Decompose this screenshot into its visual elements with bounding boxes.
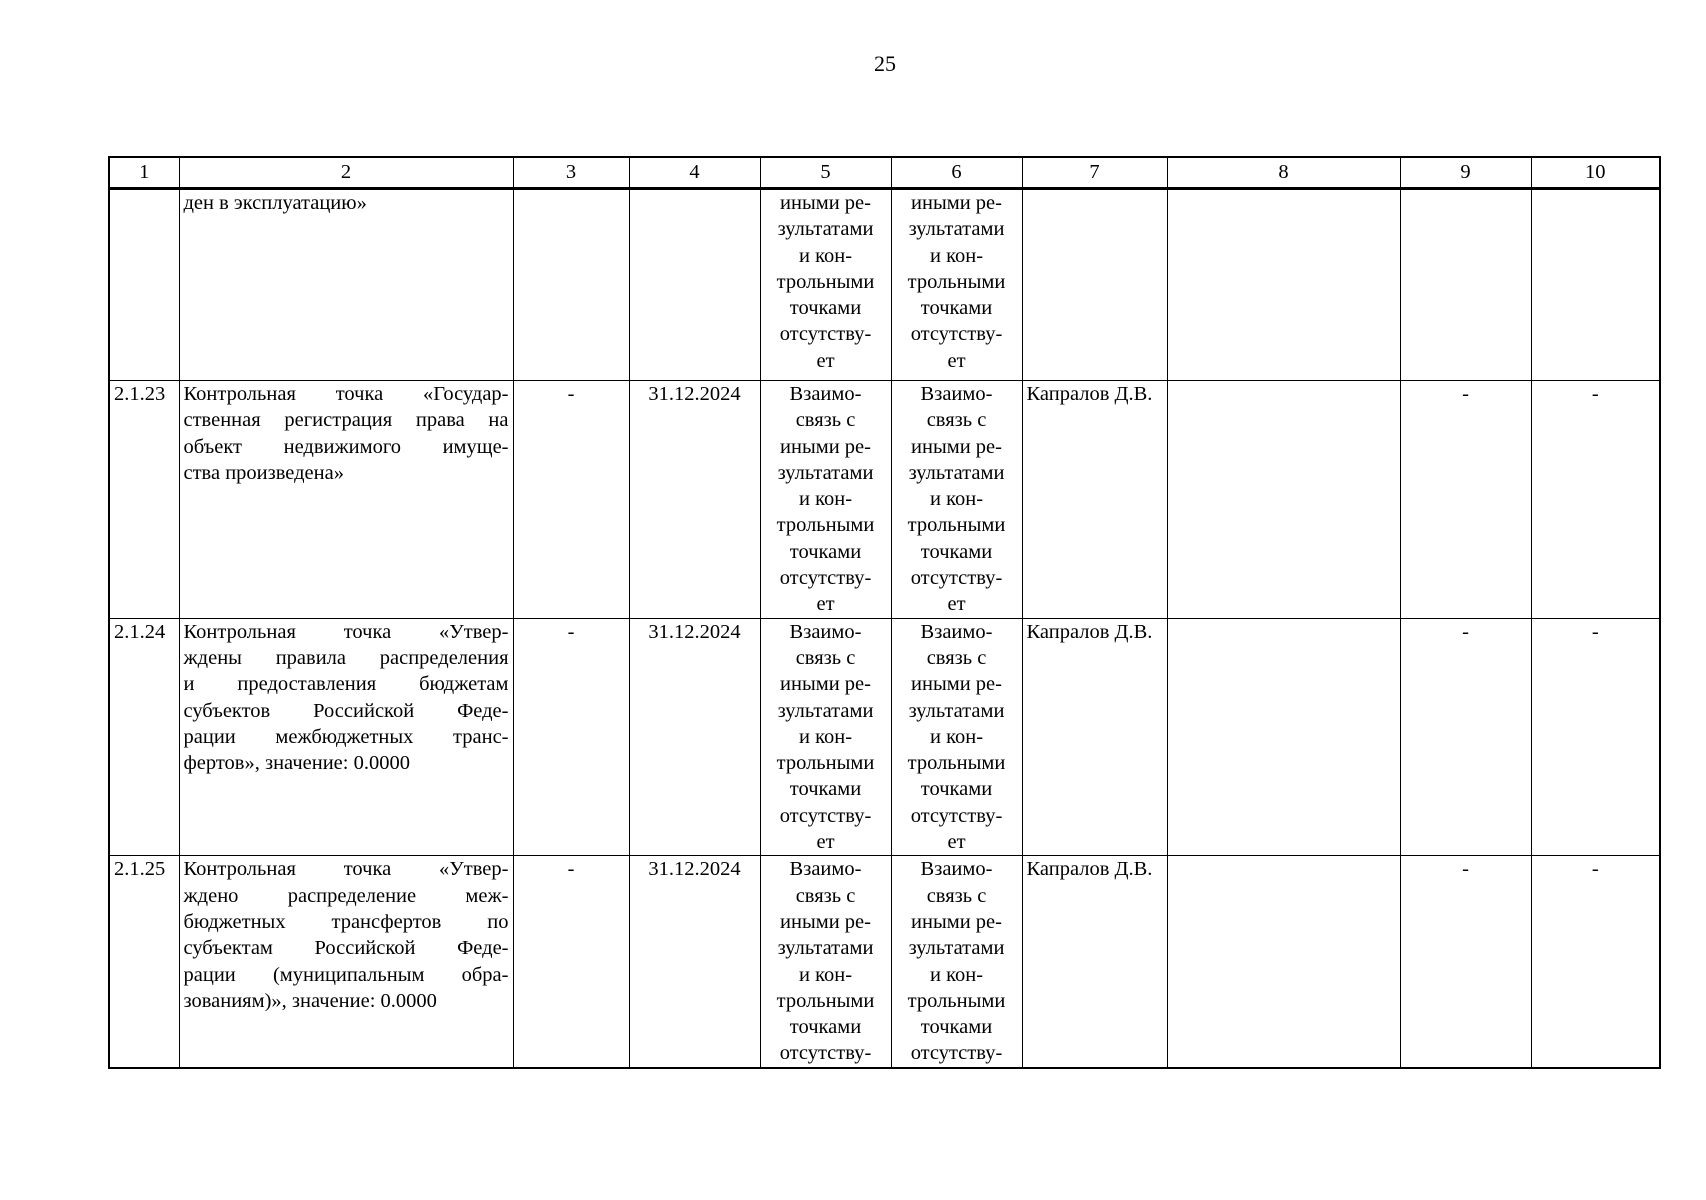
date-cell	[629, 381, 760, 619]
continuation-row	[109, 189, 1660, 381]
control-point-name-line: Контрольная точка «Утвер-	[183, 620, 509, 643]
control-point-name-line: объект недвижимого имуще-	[183, 435, 509, 458]
col10-dash: -	[1591, 383, 1599, 405]
linkage-text-line: трольными	[776, 752, 875, 775]
row-number: 2.1.25	[114, 858, 166, 881]
linkage-text-line: трольными	[907, 989, 1006, 1012]
linkage-text-line: связь с	[795, 646, 856, 669]
page-number: 25	[874, 51, 896, 76]
row-number: 2.1.24	[114, 620, 166, 643]
col9-cell	[1400, 856, 1531, 1068]
due-date: 31.12.2024	[648, 383, 741, 405]
linkage-text-line: точками	[789, 778, 862, 801]
col9-cell	[1400, 618, 1531, 856]
linkage-text-line: иными ре-	[780, 192, 871, 214]
column-number-8: 8	[1167, 157, 1400, 189]
control-point-name-line: субъектов Российской Феде-	[183, 699, 509, 722]
linkage-text-line: и кон-	[929, 488, 984, 511]
linkage-text-line: ет	[947, 593, 966, 616]
responsible-cell	[1022, 381, 1167, 619]
linkage-text-line: связь с	[795, 409, 856, 432]
continuation-col10-cell	[1531, 189, 1660, 381]
date-cell	[629, 856, 760, 1068]
column-number-5: 5	[760, 157, 891, 189]
table-row	[109, 381, 1660, 619]
control-point-name-line: ства произведена»	[183, 461, 344, 484]
column-number-2: 2	[179, 157, 513, 189]
control-point-name-line: рации (муниципальным обра-	[183, 963, 509, 986]
column-number-9: 9	[1400, 157, 1531, 189]
col9-cell	[1400, 381, 1531, 619]
linkage-text-line: отсутству-	[779, 323, 872, 346]
linkage-text-line: связь с	[926, 409, 987, 432]
continuation-col5-cell	[760, 189, 891, 381]
linkage-text-line: иными ре-	[911, 435, 1002, 458]
linkage-text-line: зультатами	[777, 699, 874, 722]
col6-cell	[891, 618, 1022, 856]
responsible-cell	[1022, 618, 1167, 856]
row-number-cell	[109, 618, 179, 856]
document-table	[108, 156, 1661, 1069]
linkage-text-line: связь с	[795, 884, 856, 907]
table-row	[109, 618, 1660, 856]
col3-cell	[513, 381, 629, 619]
linkage-text-line: и кон-	[798, 244, 853, 267]
linkage-text-line: точками	[920, 297, 993, 320]
col3-dash: -	[567, 383, 575, 405]
linkage-text-line: ет	[816, 831, 835, 854]
col3-dash: -	[567, 620, 575, 643]
col8-cell	[1167, 381, 1400, 619]
linkage-text-line: трольными	[776, 514, 875, 537]
column-number-3: 3	[513, 157, 629, 189]
responsible-cell	[1022, 856, 1167, 1068]
col3-dash: -	[567, 858, 575, 881]
col10-cell	[1531, 618, 1660, 856]
linkage-text-line: отсутству-	[779, 567, 872, 590]
control-point-name-line: ждены правила распределения	[183, 646, 509, 669]
responsible-person: Капралов Д.В.	[1026, 383, 1153, 405]
col10-dash: -	[1591, 620, 1599, 643]
linkage-text-line: точками	[920, 778, 993, 801]
row-number: 2.1.23	[114, 383, 166, 405]
col5-cell	[760, 856, 891, 1068]
linkage-text-line: иными ре-	[911, 673, 1002, 696]
linkage-text-line: зультатами	[777, 937, 874, 960]
col10-cell	[1531, 381, 1660, 619]
linkage-text-line: зультатами	[777, 218, 874, 241]
row-number-cell	[109, 381, 179, 619]
control-point-name-line: ственная регистрация права на	[183, 409, 509, 432]
linkage-text-line: Взаимо-	[789, 620, 862, 643]
control-point-name-line: зованиям)», значение: 0.0000	[183, 989, 437, 1012]
linkage-text-line: трольными	[776, 270, 875, 293]
col8-cell	[1167, 618, 1400, 856]
row-number-cell	[109, 856, 179, 1068]
column-number-7: 7	[1022, 157, 1167, 189]
linkage-text-line: Взаимо-	[920, 620, 993, 643]
linkage-text-line: зультатами	[908, 218, 1005, 241]
linkage-text-line: иными ре-	[780, 673, 871, 696]
control-point-name-line: Контрольная точка «Утвер-	[183, 858, 509, 881]
date-cell	[629, 618, 760, 856]
linkage-text-line: зультатами	[908, 699, 1005, 722]
table-header	[109, 157, 1660, 189]
linkage-text-line: трольными	[907, 514, 1006, 537]
col6-cell	[891, 381, 1022, 619]
control-point-name-cell	[179, 618, 513, 856]
col3-cell	[513, 618, 629, 856]
continuation-col7-cell	[1022, 189, 1167, 381]
column-number-1: 1	[109, 157, 179, 189]
linkage-text-line: и кон-	[929, 963, 984, 986]
linkage-text-line: точками	[789, 540, 862, 563]
linkage-text-line: и кон-	[929, 244, 984, 267]
linkage-text-line: отсутству-	[779, 804, 872, 827]
linkage-text-line: точками	[920, 1016, 993, 1039]
linkage-text-line: ет	[816, 593, 835, 616]
linkage-text-line: иными ре-	[780, 435, 871, 458]
linkage-text-line: Взаимо-	[920, 858, 993, 881]
control-point-name-cell	[179, 381, 513, 619]
col9-dash: -	[1462, 383, 1469, 405]
linkage-text-line: ет	[947, 831, 966, 854]
col9-dash: -	[1462, 620, 1469, 643]
header-row	[109, 157, 1660, 189]
col10-cell	[1531, 856, 1660, 1068]
column-number-6: 6	[891, 157, 1022, 189]
linkage-text-line: и кон-	[798, 725, 853, 748]
linkage-text-line: Взаимо-	[789, 383, 862, 405]
continuation-name-cell	[179, 189, 513, 381]
continuation-col9-cell	[1400, 189, 1531, 381]
linkage-text-line: точками	[789, 297, 862, 320]
linkage-text-line: отсутству-	[910, 567, 1003, 590]
column-number-10: 10	[1531, 157, 1660, 189]
linkage-text-line: зультатами	[908, 937, 1005, 960]
due-date: 31.12.2024	[648, 620, 741, 643]
linkage-text-line: иными ре-	[911, 192, 1002, 214]
linkage-text-line: ет	[947, 349, 966, 372]
linkage-text-line: зультатами	[777, 461, 874, 484]
control-point-name-line: рации межбюджетных транс-	[183, 725, 509, 748]
col5-cell	[760, 618, 891, 856]
linkage-text-line: отсутству-	[910, 1042, 1003, 1065]
linkage-text-line: и кон-	[798, 963, 853, 986]
col5-cell	[760, 381, 891, 619]
control-point-name-line: и предоставления бюджетам	[183, 673, 509, 696]
linkage-text-line: Взаимо-	[789, 858, 862, 881]
responsible-person: Капралов Д.В.	[1026, 858, 1153, 881]
col10-dash: -	[1591, 858, 1599, 881]
linkage-text-line: точками	[920, 540, 993, 563]
continuation-col8-cell	[1167, 189, 1400, 381]
linkage-text-line: и кон-	[798, 488, 853, 511]
col8-cell	[1167, 856, 1400, 1068]
linkage-text-line: отсутству-	[910, 804, 1003, 827]
control-point-name-line: фертов», значение: 0.0000	[183, 752, 410, 775]
control-point-name-cell	[179, 856, 513, 1068]
responsible-person: Капралов Д.В.	[1026, 620, 1153, 643]
linkage-text-line: трольными	[907, 270, 1006, 293]
linkage-text-line: отсутству-	[779, 1042, 872, 1065]
table-body	[109, 189, 1660, 1068]
due-date: 31.12.2024	[648, 858, 741, 881]
table-row	[109, 856, 1660, 1068]
control-point-name-line: бюджетных трансфертов по	[183, 910, 509, 933]
linkage-text-line: иными ре-	[780, 910, 871, 933]
linkage-text-line: иными ре-	[911, 910, 1002, 933]
linkage-text-line: связь с	[926, 884, 987, 907]
continuation-col4-cell	[629, 189, 760, 381]
linkage-text-line: трольными	[776, 989, 875, 1012]
linkage-text-line: отсутству-	[910, 323, 1003, 346]
continuation-col3-cell	[513, 189, 629, 381]
col6-cell	[891, 856, 1022, 1068]
col9-dash: -	[1462, 858, 1469, 881]
linkage-text-line: Взаимо-	[920, 383, 993, 405]
continuation-number-cell	[109, 189, 179, 381]
linkage-text-line: и кон-	[929, 725, 984, 748]
continuation-col6-cell	[891, 189, 1022, 381]
control-point-name-line: ждено распределение меж-	[183, 884, 509, 907]
linkage-text-line: трольными	[907, 752, 1006, 775]
control-point-name-line: субъектам Российской Феде-	[183, 937, 509, 960]
linkage-text-line: точками	[789, 1016, 862, 1039]
continuation-name-text: ден в эксплуатацию»	[183, 192, 367, 214]
column-number-4: 4	[629, 157, 760, 189]
linkage-text-line: связь с	[926, 646, 987, 669]
linkage-text-line: зультатами	[908, 461, 1005, 484]
col3-cell	[513, 856, 629, 1068]
control-point-name-line: Контрольная точка «Государ-	[183, 383, 509, 405]
linkage-text-line: ет	[816, 349, 835, 372]
